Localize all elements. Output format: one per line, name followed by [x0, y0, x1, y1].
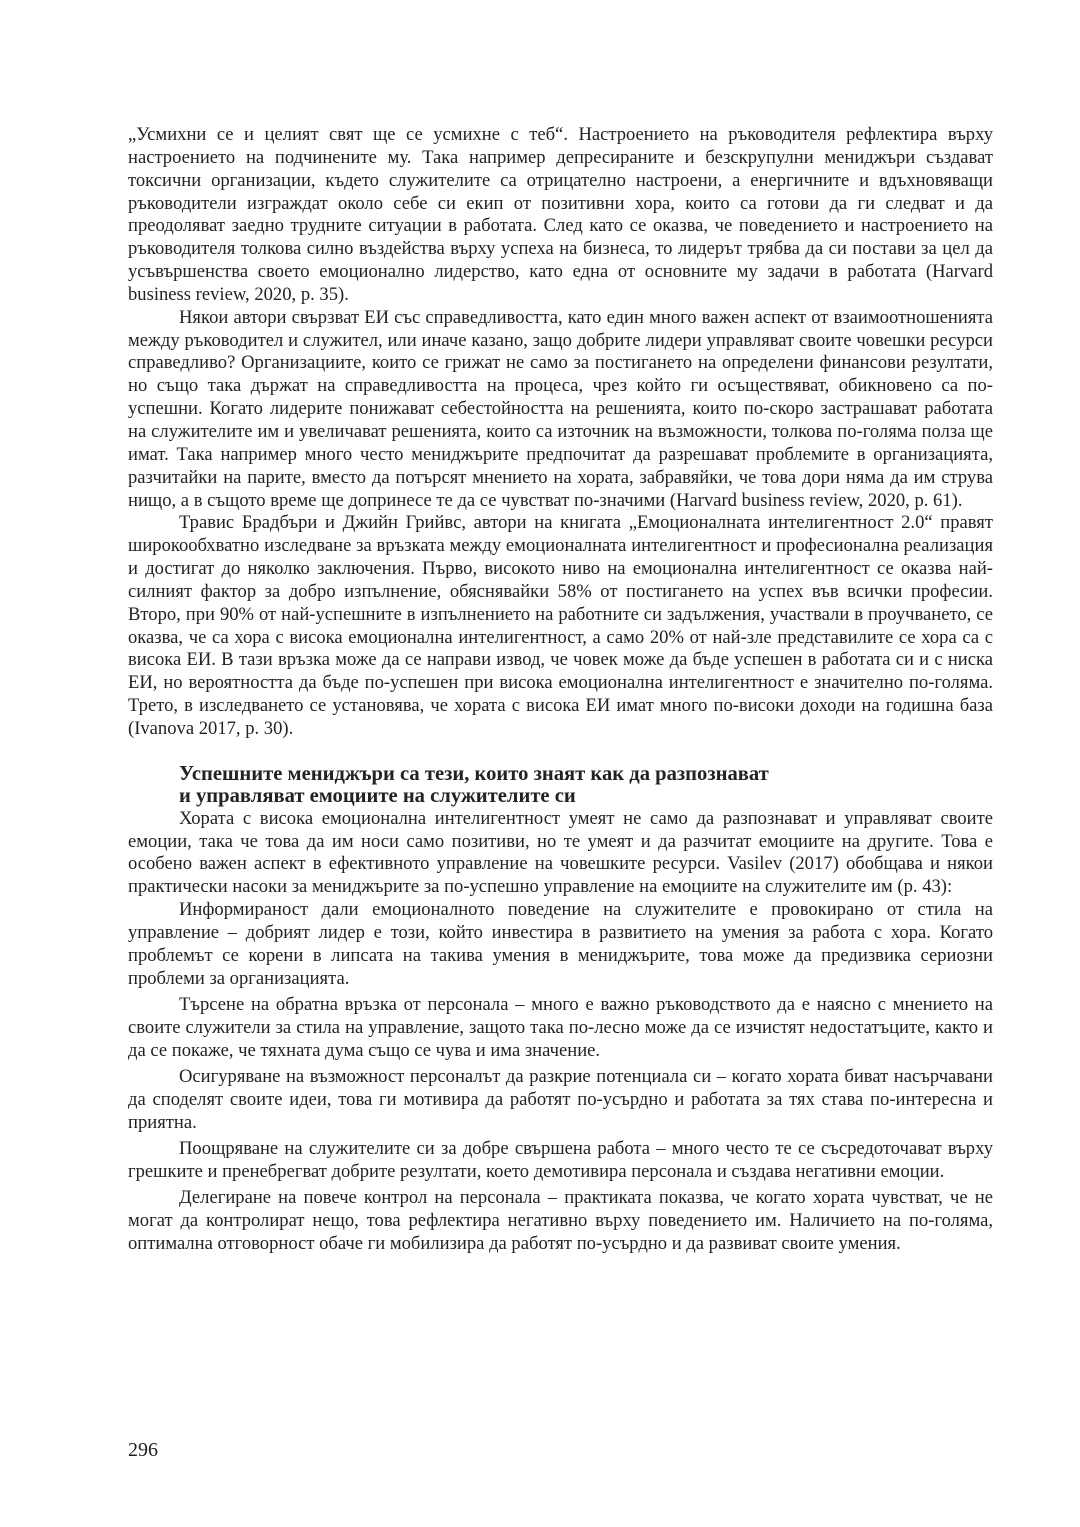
guideline-delegation: Делегиране на повече контрол на персонала – практиката показва, че когато хората чувстват, че не могат да контролират нещо, това рефлектира негативно върху поведението им. Наличието на по-голяма, оптимална отговорност обаче ги мобилизира да работят по-усърдно и да развиват своите умения.: [128, 1187, 993, 1254]
paragraph-recognizing-emotions: Хората с висока емоционална интелигентност умеят не само да разпознават и управляват своите емоции, така че това да им носи само позитиви, но те умеят и да разчитат емоциите на другите. Това е особено важен аспект в ефективното управление на човешките ресурси. Vasilev (2017) обобщава и някои практически насоки за мениджърите за по-успешно управление на емоциите на служителите им (p. 43):: [128, 807, 993, 898]
guideline-awareness: Информираност дали емоционалното поведение на служителите е провокирано от стила на управление – добрият лидер е този, който инвестира в развитието на умения за работа с хора. Когато проблемът се корени в липсата на такива умения в мениджърите, това може да предизвика сериозни проблеми за организацията.: [128, 899, 993, 989]
section-heading: [128, 763, 993, 808]
section-heading-line-2: и управляват емоциите на служителите си: [179, 785, 576, 808]
practical-guidelines: [128, 899, 993, 1256]
guideline-feedback: Търсене на обратна връзка от персонала – много е важно ръководството да е наясно с мнението на своите служители за стила на управление, защото така по-лесно може да се изчистят недостатъците, както и да се покаже, че тяхната дума също се чува и има значение.: [128, 994, 993, 1061]
guideline-potential: Осигуряване на възможност персоналът да разкрие потенциала си – когато хората биват насърчавани да споделят своите идеи, това ги мотивира да работят по-усърдно и работата за тях става по-интересна и приятна.: [128, 1066, 993, 1133]
paragraph-fairness: Някои автори свързват ЕИ със справедливостта, като един много важен аспект от взаимоотношенията между ръководител и служител, или иначе казано, защо добрите лидери управляват своите човешки ресурси справедливо? Организациите, които се грижат не само за постигането на определени финансови резултати, но също така държат на справедливостта на процеса, чрез който ги осъществяват, обикновено са по-успешни. Когато лидерите понижават себестойността на решенията, които по-скоро застрашават работата на служителите им и увеличават решенията, които са източник на възможности, толкова по-голяма полза ще имат. Така например много често мениджърите предпочитат да разрешават проблемите в организацията, разчитайки на парите, вместо да потърсят мнението на хората, забравяйки, че това дори няма да им струва нищо, а в същото време ще допринесе те да се чувстват по-значими (Harvard business review, 2020, p. 61).: [128, 306, 993, 511]
section-heading-line-1: Успешните мениджъри са тези, които знаят как да разпознават: [179, 762, 769, 785]
page-number: 296: [128, 1439, 158, 1461]
page-body: [128, 124, 993, 1259]
paragraph-mood-of-leader: „Усмихни се и целият свят ще се усмихне с теб“. Настроението на ръководителя рефлектира върху настроението на подчинените му. Така например депресираните и безскрупулни мениджъри създават токсични организации, където служителите са отрицателно настроени, а енергичните и вдъхновяващи ръководители изграждат около себе си екип от позитивни хора, които са готови да ги следват и да преодоляват заедно трудните ситуации в работата. След като се оказва, че поведението и настроението на ръководителя толкова силно въздейства върху успеха на бизнеса, то лидерът трябва да си постави за цел да усъвършенства своето емоционално лидерство, като една от основните му задачи в работата (Harvard business review, 2020, p. 35).: [128, 124, 993, 305]
guideline-encouragement: Поощряване на служителите си за добре свършена работа – много често те се съсредоточават върху грешките и пренебрегват добрите резултати, което демотивира персонала и създава негативни емоции.: [128, 1138, 993, 1182]
paragraph-bradberry-research: Травис Брадбъри и Джийн Грийвс, автори на книгата „Емоционалната интелигентност 2.0“ правят широкообхватно изследване за връзката между емоционалната интелигентност и професионална реализация и достигат до няколко заключения. Първо, високото ниво на емоционална интелигентност се оказва най-силният фактор за добро изпълнение, обяснявайки 58% от постигането на успех във всички професии. Второ, при 90% от най-успешните в изпълнението на работните си задължения, участвали в проучването, се оказва, че са хора с висока емоционална интелигентност, а само 20% от най-зле представилите се хора са с висока ЕИ. В тази връзка може да се направи извод, че човек може да бъде успешен в работата си и с ниска ЕИ, но вероятността да бъде по-успешен при висока емоционална интелигентност е значително по-голяма. Трето, в изследването се установява, че хората с висока ЕИ имат много по-високи доходи на годишна база (Ivanova 2017, p. 30).: [128, 512, 993, 739]
